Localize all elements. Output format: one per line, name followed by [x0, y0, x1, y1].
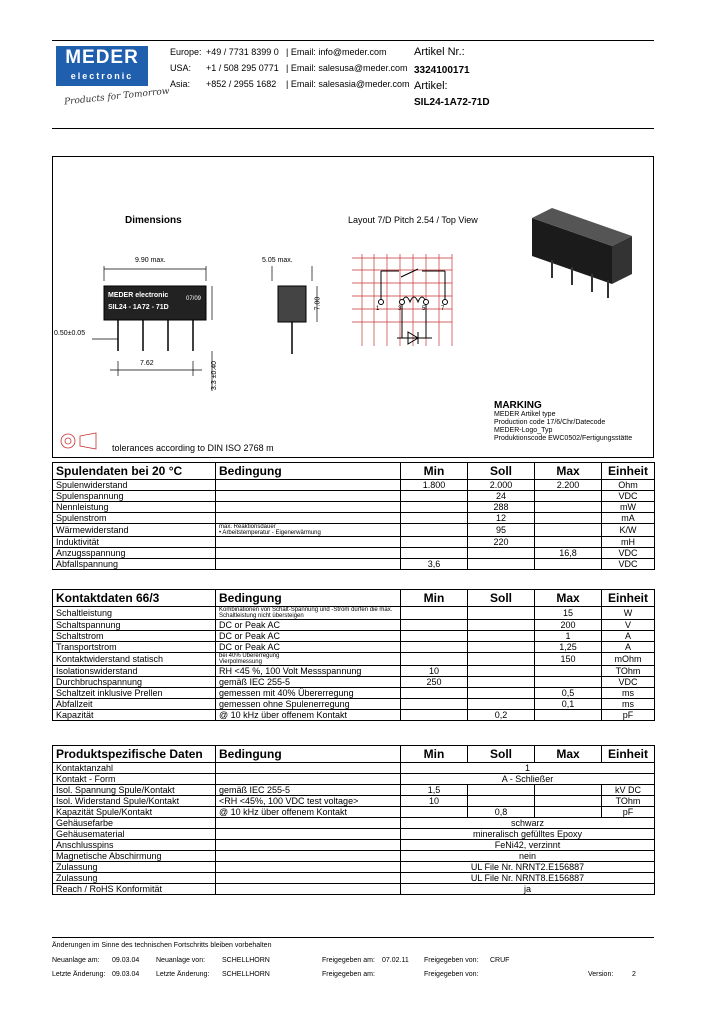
- dim-height: 7.00: [314, 296, 322, 311]
- table-cell: 2.200: [535, 480, 602, 491]
- table-cell: [216, 774, 401, 785]
- table-cell: ms: [602, 688, 655, 699]
- table-cell: [216, 840, 401, 851]
- dim-pitch: 7.62: [140, 360, 154, 367]
- table-row: [53, 785, 655, 796]
- relay-3d-view: [532, 208, 632, 298]
- relay-body-text-1: MEDER electronic: [108, 292, 169, 299]
- table-cell: [535, 807, 602, 818]
- table-cell: 10: [401, 666, 468, 677]
- table-row: [53, 631, 655, 642]
- footer-created-label: Neuanlage am:: [52, 957, 100, 964]
- table-cell: Schaltzeit inklusive Prellen: [53, 688, 216, 699]
- dim-depth: 5.05 max.: [262, 257, 293, 264]
- table-cell: nein: [401, 851, 655, 862]
- footer-released2-by-label: Freigegeben von:: [424, 971, 479, 978]
- relay-front-view: [92, 266, 212, 391]
- table-row: [53, 699, 655, 710]
- table-row: [53, 480, 655, 491]
- table-cell: [535, 710, 602, 721]
- table-cell: mineralisch gefülltes Epoxy: [401, 829, 655, 840]
- artikel-nr-label: Artikel Nr.:: [414, 46, 465, 58]
- product-data-table: [52, 745, 655, 895]
- table-cell: [468, 699, 535, 710]
- table-cell: A: [602, 642, 655, 653]
- pin-7-pad: [443, 300, 448, 305]
- table-row: [53, 818, 655, 829]
- table-cell: gemessen ohne Spulenerregung: [216, 699, 401, 710]
- contact-email-europe: | Email: info@meder.com: [286, 47, 387, 57]
- table-cell: K/W: [602, 524, 655, 537]
- dim-lead: 3.3 ±0.40: [211, 360, 219, 391]
- table-cell: VDC: [602, 548, 655, 559]
- table-cell: Schaltspannung: [53, 620, 216, 631]
- table-header-row: [53, 746, 655, 763]
- table-cell: [216, 818, 401, 829]
- table-cell: 0,1: [535, 699, 602, 710]
- table-cell: Gehäusematerial: [53, 829, 216, 840]
- table-cell: 1.800: [401, 480, 468, 491]
- footer-note: Änderungen im Sinne des technischen Fortschritts bleiben vorbehalten: [52, 942, 272, 949]
- marking-block: [494, 402, 632, 443]
- table-cell: 0,5: [535, 688, 602, 699]
- table-cell: 1: [535, 631, 602, 642]
- coil-data-table: [52, 462, 655, 570]
- table-cell: [468, 677, 535, 688]
- footer-released-by: CRUF: [490, 957, 510, 964]
- contact-phone-asia: +852 / 2955 1682: [206, 79, 277, 89]
- table-row: [53, 653, 655, 666]
- table-row: [53, 851, 655, 862]
- contact-region-europe: Europe:: [170, 47, 202, 57]
- table-cell: [401, 513, 468, 524]
- footer-version-label: Version:: [588, 971, 614, 978]
- contact-email-asia: | Email: salesasia@meder.com: [286, 79, 410, 89]
- table-cell: DC or Peak AC: [216, 631, 401, 642]
- table-cell: [468, 559, 535, 570]
- table-row: [53, 884, 655, 895]
- table-row: [53, 642, 655, 653]
- table-cell: Spulenstrom: [53, 513, 216, 524]
- table-cell: max. Reaktionsdauer • Arbeitstemperatur - Eigenerwärmung: [216, 524, 401, 537]
- table-cell: Reach / RoHS Konformität: [53, 884, 216, 895]
- table-cell: Spulenspannung: [53, 491, 216, 502]
- table-cell: Kombinationen von Schalt-Spannung und -Strom dürfen die max. Schaltleistung nicht übersteigen: [216, 607, 401, 620]
- column-header: Max: [535, 463, 602, 480]
- relay-body-text-2: SIL24 - 1A72 - 71D: [108, 304, 169, 311]
- pin-5-pad: [424, 300, 429, 305]
- table-cell: DC or Peak AC: [216, 620, 401, 631]
- table-cell: [535, 796, 602, 807]
- table-cell: [401, 653, 468, 666]
- table-cell: [535, 559, 602, 570]
- footer-released-by-label: Freigegeben von:: [424, 957, 479, 964]
- table-cell: [216, 502, 401, 513]
- table-cell: A: [602, 631, 655, 642]
- table-cell: [535, 491, 602, 502]
- header-top-rule: [52, 40, 654, 41]
- logo-main-text: MEDER: [65, 47, 139, 68]
- table-header-row: [53, 463, 655, 480]
- table-cell: Zulassung: [53, 873, 216, 884]
- table-cell: Wärmewiderstand: [53, 524, 216, 537]
- table-cell: [468, 631, 535, 642]
- table-cell: pF: [602, 710, 655, 721]
- table-cell: [401, 642, 468, 653]
- column-header: Soll: [468, 463, 535, 480]
- column-header: Bedingung: [216, 463, 401, 480]
- contact-region-asia: Asia:: [170, 79, 191, 89]
- footer-version: 2: [632, 971, 636, 978]
- relay-side-view: [272, 266, 317, 354]
- dim-width: 9.90 max.: [135, 257, 166, 264]
- table-cell: 95: [468, 524, 535, 537]
- footer-changed-by: SCHELLHORN: [222, 971, 270, 978]
- table-cell: 1,25: [535, 642, 602, 653]
- pin-1-pad: [379, 300, 384, 305]
- table-cell: [216, 480, 401, 491]
- table-cell: UL File Nr. NRNT2.E156887: [401, 862, 655, 873]
- table-cell: 0,2: [468, 710, 535, 721]
- table-row: [53, 840, 655, 851]
- dim-pin: 0.50±0.05: [54, 330, 86, 337]
- marking-line: Produktionscode EWC0502/Fertigungsstätte: [494, 435, 633, 442]
- table-cell: [468, 688, 535, 699]
- footer-created-by: SCHELLHORN: [222, 957, 270, 964]
- table-row: [53, 537, 655, 548]
- table-cell: [535, 524, 602, 537]
- column-header: Einheit: [602, 463, 655, 480]
- column-header: Min: [401, 590, 468, 607]
- table-cell: 1: [401, 763, 655, 774]
- footer-changed-date: 09.03.04: [112, 971, 140, 978]
- meder-logo: [56, 46, 148, 86]
- table-cell: ja: [401, 884, 655, 895]
- dimensions-title: Dimensions: [125, 215, 182, 226]
- table-cell: Magnetische Abschirmung: [53, 851, 216, 862]
- table-cell: RH <45 %, 100 Volt Messspannung: [216, 666, 401, 677]
- table-cell: [468, 653, 535, 666]
- footer-released2-label: Freigegeben am:: [322, 971, 375, 978]
- pin-3-pad: [400, 300, 405, 305]
- column-header: Soll: [468, 590, 535, 607]
- column-header: Min: [401, 746, 468, 763]
- table-cell: 0,8: [468, 807, 535, 818]
- table-cell: Isolationswiderstand: [53, 666, 216, 677]
- table-cell: 2.000: [468, 480, 535, 491]
- table-cell: [216, 537, 401, 548]
- table-cell: 288: [468, 502, 535, 513]
- table-cell: FeNi42, verzinnt: [401, 840, 655, 851]
- table-cell: [535, 513, 602, 524]
- table-row: [53, 688, 655, 699]
- table-cell: Zulassung: [53, 862, 216, 873]
- table-cell: [401, 491, 468, 502]
- table-cell: [216, 829, 401, 840]
- table-cell: gemäß IEC 255-5: [216, 677, 401, 688]
- pin-label-7: 7: [441, 306, 445, 312]
- header-bottom-rule: [52, 128, 654, 129]
- footer-created-date: 09.03.04: [112, 957, 140, 964]
- column-header: Bedingung: [216, 590, 401, 607]
- table-cell: [216, 559, 401, 570]
- table-cell: Abfallspannung: [53, 559, 216, 570]
- table-cell: [468, 785, 535, 796]
- table-row: [53, 796, 655, 807]
- column-header: Einheit: [602, 590, 655, 607]
- table-cell: Isol. Spannung Spule/Kontakt: [53, 785, 216, 796]
- table-cell: Kapazität Spule/Kontakt: [53, 807, 216, 818]
- table-cell: mA: [602, 513, 655, 524]
- table-row: [53, 513, 655, 524]
- table-cell: [468, 796, 535, 807]
- slogan: Products for Tomorrow: [63, 86, 171, 108]
- table-cell: [535, 537, 602, 548]
- table-cell: V: [602, 620, 655, 631]
- footer-changed-label: Letzte Änderung:: [52, 971, 106, 978]
- table-cell: TOhm: [602, 796, 655, 807]
- footer-released-date: 07.02.11: [382, 957, 409, 964]
- footer-changed-by-label: Letzte Änderung:: [156, 971, 210, 978]
- table-row: [53, 862, 655, 873]
- table-cell: [401, 620, 468, 631]
- table-cell: [468, 548, 535, 559]
- table-cell: 15: [535, 607, 602, 620]
- table-cell: schwarz: [401, 818, 655, 829]
- table-cell: [468, 642, 535, 653]
- table-cell: kV DC: [602, 785, 655, 796]
- table-cell: [535, 677, 602, 688]
- tolerances-note: tolerances according to DIN ISO 2768 m: [112, 443, 274, 453]
- column-header: Produktspezifische Daten: [53, 746, 216, 763]
- table-cell: [216, 873, 401, 884]
- table-cell: [468, 666, 535, 677]
- table-row: [53, 677, 655, 688]
- table-cell: UL File Nr. NRNT8.E156887: [401, 873, 655, 884]
- column-header: Einheit: [602, 746, 655, 763]
- table-cell: mH: [602, 537, 655, 548]
- table-cell: 150: [535, 653, 602, 666]
- marking-line: MEDER-Logo_Typ: [494, 427, 553, 434]
- column-header: Max: [535, 746, 602, 763]
- table-cell: mW: [602, 502, 655, 513]
- footer-rule: [52, 937, 654, 938]
- relay-body-text-3: 07/09: [186, 296, 202, 302]
- table-cell: Transportstrom: [53, 642, 216, 653]
- column-header: Max: [535, 590, 602, 607]
- table-cell: [401, 537, 468, 548]
- column-header: Soll: [468, 746, 535, 763]
- table-cell: 24: [468, 491, 535, 502]
- table-cell: Anschlusspins: [53, 840, 216, 851]
- table-row: [53, 666, 655, 677]
- table-cell: Durchbruchspannung: [53, 677, 216, 688]
- table-cell: Isol. Widerstand Spule/Kontakt: [53, 796, 216, 807]
- table-cell: 10: [401, 796, 468, 807]
- table-cell: [401, 502, 468, 513]
- table-row: [53, 829, 655, 840]
- table-cell: Schaltstrom: [53, 631, 216, 642]
- layout-title: Layout 7/D Pitch 2.54 / Top View: [348, 215, 478, 225]
- table-cell: Anzugsspannung: [53, 548, 216, 559]
- table-cell: Abfallzeit: [53, 699, 216, 710]
- table-cell: Kapazität: [53, 710, 216, 721]
- table-cell: <RH <45%, 100 VDC test voltage>: [216, 796, 401, 807]
- table-cell: [216, 491, 401, 502]
- table-cell: [401, 548, 468, 559]
- table-cell: Kontakt - Form: [53, 774, 216, 785]
- table-cell: @ 10 kHz über offenem Kontakt: [216, 710, 401, 721]
- table-cell: [216, 763, 401, 774]
- table-row: [53, 873, 655, 884]
- table-cell: ms: [602, 699, 655, 710]
- marking-line: MEDER Artikel type: [494, 411, 556, 418]
- pin-label-1: 1: [376, 306, 380, 312]
- table-cell: 200: [535, 620, 602, 631]
- table-row: [53, 548, 655, 559]
- table-cell: Nennleistung: [53, 502, 216, 513]
- table-cell: [535, 666, 602, 677]
- table-cell: [401, 710, 468, 721]
- table-row: [53, 774, 655, 785]
- table-row: [53, 607, 655, 620]
- artikel-label: Artikel:: [414, 80, 448, 92]
- footer-released-label: Freigegeben am:: [322, 957, 375, 964]
- column-header: Min: [401, 463, 468, 480]
- table-row: [53, 502, 655, 513]
- contact-region-usa: USA:: [170, 63, 192, 73]
- contact-phone-usa: +1 / 508 295 0771: [206, 63, 279, 73]
- pin-label-3: 3: [398, 306, 402, 312]
- table-cell: W: [602, 607, 655, 620]
- table-header-row: [53, 590, 655, 607]
- table-cell: bei 40% Übererregung Vierpolmessung: [216, 653, 401, 666]
- table-cell: 16,8: [535, 548, 602, 559]
- table-cell: gemessen mit 40% Übererregung: [216, 688, 401, 699]
- table-cell: Ohm: [602, 480, 655, 491]
- table-row: [53, 710, 655, 721]
- table-cell: [401, 807, 468, 818]
- table-cell: Gehäusefarbe: [53, 818, 216, 829]
- table-cell: [401, 688, 468, 699]
- table-cell: VDC: [602, 559, 655, 570]
- table-cell: [401, 699, 468, 710]
- table-cell: [216, 851, 401, 862]
- table-cell: Induktivität: [53, 537, 216, 548]
- table-row: [53, 763, 655, 774]
- table-cell: [468, 620, 535, 631]
- logo-sub-text: electronic: [70, 71, 134, 81]
- table-cell: pF: [602, 807, 655, 818]
- table-cell: [401, 524, 468, 537]
- table-cell: [401, 631, 468, 642]
- artikel-value: SIL24-1A72-71D: [414, 97, 490, 108]
- marking-title: MARKING: [494, 400, 542, 411]
- table-cell: mOhm: [602, 653, 655, 666]
- table-cell: Kontaktanzahl: [53, 763, 216, 774]
- table-cell: Spulenwiderstand: [53, 480, 216, 491]
- marking-line: Production code 17/6/Chr/Datecode: [494, 419, 606, 426]
- table-cell: 3,6: [401, 559, 468, 570]
- contact-email-usa: | Email: salesusa@meder.com: [286, 63, 408, 73]
- projection-symbol: [61, 433, 96, 449]
- footer-created-by-label: Neuanlage von:: [156, 957, 206, 964]
- table-row: [53, 620, 655, 631]
- table-cell: A - Schließer: [401, 774, 655, 785]
- table-cell: Kontaktwiderstand statisch: [53, 653, 216, 666]
- table-cell: [401, 607, 468, 620]
- table-cell: Schaltleistung: [53, 607, 216, 620]
- contact-data-table: [52, 589, 655, 721]
- table-cell: 12: [468, 513, 535, 524]
- table-cell: @ 10 kHz über offenem Kontakt: [216, 807, 401, 818]
- table-cell: TOhm: [602, 666, 655, 677]
- table-row: [53, 524, 655, 537]
- table-cell: VDC: [602, 677, 655, 688]
- table-cell: 220: [468, 537, 535, 548]
- table-cell: [216, 548, 401, 559]
- table-cell: [216, 884, 401, 895]
- table-row: [53, 807, 655, 818]
- table-cell: [535, 502, 602, 513]
- table-cell: gemäß IEC 255-5: [216, 785, 401, 796]
- table-cell: 1,5: [401, 785, 468, 796]
- table-cell: [216, 862, 401, 873]
- artikel-nr-value: 3324100171: [414, 65, 470, 76]
- table-cell: VDC: [602, 491, 655, 502]
- table-cell: DC or Peak AC: [216, 642, 401, 653]
- contact-phone-europe: +49 / 7731 8399 0: [206, 47, 279, 57]
- table-cell: 250: [401, 677, 468, 688]
- table-row: [53, 559, 655, 570]
- column-header: Kontaktdaten 66/3: [53, 590, 216, 607]
- table-cell: [535, 785, 602, 796]
- table-cell: [216, 513, 401, 524]
- table-row: [53, 491, 655, 502]
- pin-label-5: 5: [422, 306, 426, 312]
- column-header: Bedingung: [216, 746, 401, 763]
- column-header: Spulendaten bei 20 °C: [53, 463, 216, 480]
- table-cell: [468, 607, 535, 620]
